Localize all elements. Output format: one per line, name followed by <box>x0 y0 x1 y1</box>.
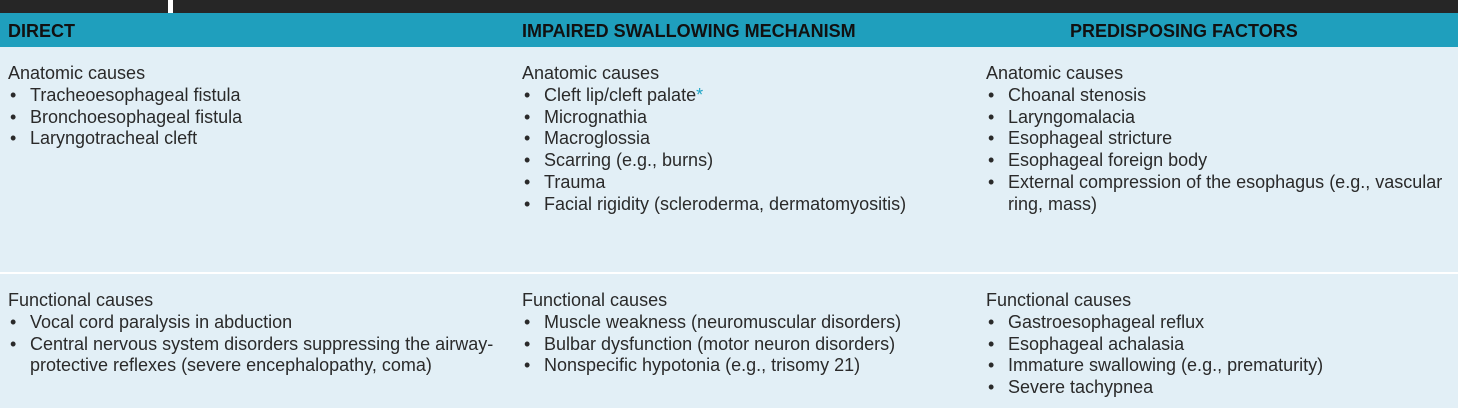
bullet-list <box>986 312 1446 399</box>
bullet-list <box>522 312 962 377</box>
footnote-asterisk: * <box>696 84 704 105</box>
list-item: • Scarring (e.g., burns) <box>522 150 962 172</box>
list-item: • Laryngomalacia <box>986 107 1446 129</box>
list-item <box>522 85 962 107</box>
bullet-list <box>522 85 962 216</box>
cell-title: Anatomic causes <box>986 63 1124 83</box>
list-item: • Facial rigidity (scleroderma, dermatomyositis) <box>522 194 962 216</box>
cell-predisposing-anatomic <box>986 63 1446 216</box>
list-item: • Gastroesophageal reflux <box>986 312 1446 334</box>
list-item: • Bronchoesophageal fistula <box>8 107 506 129</box>
list-item: • Macroglossia <box>522 128 962 150</box>
cell-direct-functional <box>8 290 506 377</box>
cell-title: Anatomic causes <box>522 63 660 83</box>
cell-direct-anatomic <box>8 63 506 150</box>
header-predisposing-factors: PREDISPOSING FACTORS <box>1070 21 1298 41</box>
list-item: • Severe tachypnea <box>986 377 1446 399</box>
list-item: • Immature swallowing (e.g., prematurity) <box>986 355 1446 377</box>
list-item: • Muscle weakness (neuromuscular disorders) <box>522 312 962 334</box>
table-row-functional <box>0 274 1458 408</box>
cell-title: Functional causes <box>8 290 154 310</box>
table-row-anatomic <box>0 47 1458 272</box>
list-item: • Bulbar dysfunction (motor neuron disorders) <box>522 334 962 356</box>
cell-title: Functional causes <box>522 290 668 310</box>
list-item: • Tracheoesophageal fistula <box>8 85 506 107</box>
list-item: • Esophageal achalasia <box>986 334 1446 356</box>
header-direct: DIRECT <box>8 21 75 41</box>
list-item: • Esophageal stricture <box>986 128 1446 150</box>
top-bar-notch <box>168 0 173 13</box>
list-item: • External compression of the esophagus (e.g., vascular ring, mass) <box>986 172 1446 216</box>
cell-title: Functional causes <box>986 290 1132 310</box>
bullet-list <box>986 85 1446 216</box>
header-impaired-swallowing: IMPAIRED SWALLOWING MECHANISM <box>522 21 856 41</box>
list-item: • Trauma <box>522 172 962 194</box>
cell-predisposing-functional <box>986 290 1446 399</box>
list-item: • Esophageal foreign body <box>986 150 1446 172</box>
cell-impaired-functional <box>522 290 962 377</box>
bullet-list <box>8 312 506 377</box>
cell-title: Anatomic causes <box>8 63 146 83</box>
table-header <box>0 13 1458 47</box>
list-item: • Vocal cord paralysis in abduction <box>8 312 506 334</box>
list-item-text: Cleft lip/cleft palate <box>544 84 697 105</box>
list-item: • Choanal stenosis <box>986 85 1446 107</box>
list-item: • Central nervous system disorders suppressing the airway-protective reflexes (severe encephalopathy, coma) <box>8 334 506 378</box>
list-item: • Nonspecific hypotonia (e.g., trisomy 21) <box>522 355 962 377</box>
list-item: • Laryngotracheal cleft <box>8 128 506 150</box>
bullet-list <box>8 85 506 150</box>
list-item: • Micrognathia <box>522 107 962 129</box>
cell-impaired-anatomic <box>522 63 962 216</box>
top-bar <box>0 0 1458 13</box>
